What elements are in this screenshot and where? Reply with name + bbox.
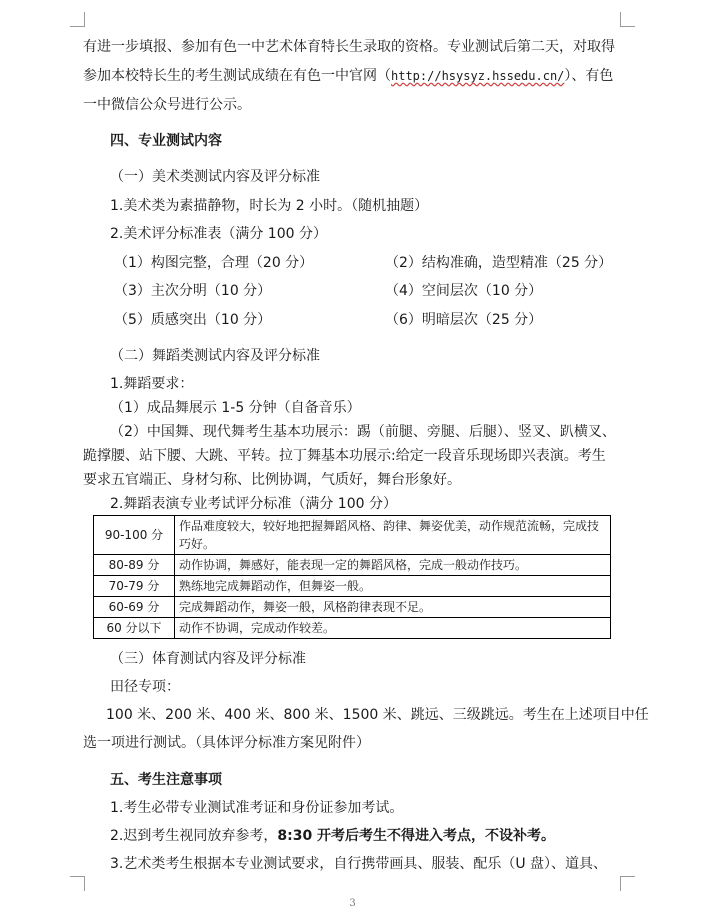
- score-description-cell: 熟练地完成舞蹈动作，但舞姿一般。: [175, 576, 611, 597]
- criteria-item: （1）构图完整，合理（20 分）: [114, 255, 314, 271]
- paragraph: 1.舞蹈要求：: [110, 376, 194, 392]
- paragraph-text: 2.迟到考生视同放弃参考，: [110, 828, 278, 844]
- subsection-heading: （一）美术类测试内容及评分标准: [110, 169, 320, 185]
- paragraph: 田径专项：: [110, 679, 180, 695]
- table-row: [94, 597, 611, 618]
- table-row: [94, 516, 611, 555]
- page-number: 3: [349, 898, 356, 909]
- criteria-item: （5）质感突出（10 分）: [114, 312, 272, 328]
- criteria-item: （2）结构准确，造型精准（25 分）: [385, 255, 613, 271]
- score-range-cell: 60 分以下: [94, 618, 175, 639]
- score-description-cell: 动作协调，舞感好，能表现一定的舞蹈风格，完成一般动作技巧。: [175, 555, 611, 576]
- score-range-cell: 70-79 分: [94, 576, 175, 597]
- paragraph: 2.舞蹈表演专业考试评分标准（满分 100 分）: [110, 496, 397, 512]
- intro-line: 一中微信公众号进行公示。: [83, 97, 251, 113]
- score-description-cell: 动作不协调，完成动作较差。: [175, 618, 611, 639]
- paragraph: 跪撑腰、站下腰、大跳、平转。拉丁舞基本功展示:给定一段音乐现场即兴表演。考生: [83, 448, 606, 464]
- paragraph: 1.美术类为素描静物，时长为 2 小时。（随机抽题）: [110, 198, 429, 214]
- website-link[interactable]: http://hsysyz.hssedu.cn/: [391, 69, 565, 83]
- intro-text: ）、有色: [564, 68, 614, 84]
- score-range-cell: 90-100 分: [94, 516, 175, 555]
- paragraph: [110, 826, 555, 846]
- page-corner-mark: [620, 12, 635, 27]
- paragraph: 选一项进行测试。（具体评分标准方案见附件）: [83, 735, 370, 751]
- page-corner-mark: [620, 876, 635, 891]
- score-range-cell: 80-89 分: [94, 555, 175, 576]
- subsection-heading: （三）体育测试内容及评分标准: [110, 651, 306, 667]
- score-range-cell: 60-69 分: [94, 597, 175, 618]
- table-row: [94, 576, 611, 597]
- criteria-item: （6）明暗层次（25 分）: [385, 312, 543, 328]
- intro-line: [83, 66, 613, 86]
- table-row: [94, 555, 611, 576]
- intro-line: 有进一步填报、参加有色一中艺术体育特长生录取的资格。专业测试后第二天，对取得: [83, 39, 615, 55]
- criteria-item: （3）主次分明（10 分）: [114, 283, 272, 299]
- paragraph: 2.美术评分标准表（满分 100 分）: [110, 226, 327, 242]
- subsection-heading: （二）舞蹈类测试内容及评分标准: [110, 348, 320, 364]
- score-description-cell: 作品难度较大，较好地把握舞蹈风格、韵律、舞姿优美，动作规范流畅，完成技巧好。: [175, 516, 611, 555]
- paragraph: 1.考生必带专业测试准考证和身份证参加考试。: [110, 800, 404, 816]
- page-corner-mark: [70, 876, 85, 891]
- score-description-cell: 完成舞蹈动作，舞姿一般，风格韵律表现不足。: [175, 597, 611, 618]
- emphasis-text: 8:30 开考后考生不得进入考点，不设补考。: [277, 828, 556, 844]
- paragraph: 要求五官端正、身材匀称、比例协调，气质好，舞台形象好。: [83, 472, 461, 488]
- paragraph: （2）中国舞、现代舞考生基本功展示：踢（前腿、旁腿、后腿）、竖叉、趴横叉、: [110, 424, 616, 440]
- dance-score-table: [93, 515, 611, 639]
- paragraph: 3.艺术类考生根据本专业测试要求，自行携带画具、服装、配乐（U 盘）、道具、: [110, 856, 608, 872]
- table-row: [94, 618, 611, 639]
- paragraph: （1）成品舞展示 1-5 分钟（自备音乐）: [110, 400, 361, 416]
- paragraph: 100 米、200 米、400 米、800 米、1500 米、跳远、三级跳远。考生在上述项目中任: [106, 707, 649, 723]
- section-heading: 五、考生注意事项: [110, 772, 222, 788]
- page-corner-mark: [70, 12, 85, 27]
- intro-text: 参加本校特长生的考生测试成绩在有色一中官网（: [83, 68, 391, 84]
- criteria-item: （4）空间层次（10 分）: [385, 283, 543, 299]
- section-heading: 四、专业测试内容: [110, 133, 222, 149]
